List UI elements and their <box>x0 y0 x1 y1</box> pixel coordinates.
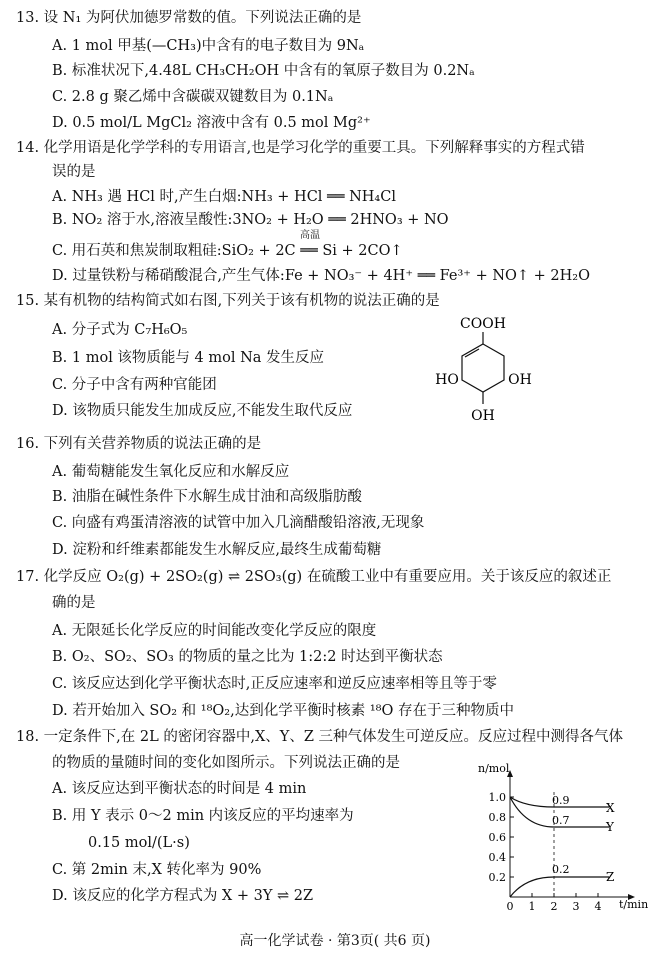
series-z-line <box>510 877 609 897</box>
q14-option-c: C. 用石英和焦炭制取粗硅:SiO₂ + 2C ══ Si + 2CO↑ <box>52 243 403 259</box>
q18-option-b-cont: 0.15 mol/(L·s) <box>88 835 190 851</box>
y-tick-label: 0.8 <box>488 811 506 824</box>
q17-option-c: C. 该反应达到化学平衡状态时,正反应速率和逆反应速率相等且等于零 <box>52 676 497 692</box>
q18-stem: 18. 一定条件下,在 2L 的密闭容器中,X、Y、Z 三种气体发生可逆反应。反应过程中测得各气体 <box>16 729 624 745</box>
graph-ylabel: n/mol <box>478 762 510 775</box>
q14-option-b: B. NO₂ 溶于水,溶液呈酸性:3NO₂ + H₂O ══ 2HNO₃ + NO <box>52 212 449 228</box>
page-footer: 高一化学试卷 · 第3页( 共6 页) <box>239 933 431 949</box>
q13-option-d: D. 0.5 mol/L MgCl₂ 溶液中含有 0.5 mol Mg²⁺ <box>52 115 371 131</box>
q17-option-b: B. O₂、SO₂、SO₃ 的物质的量之比为 1:2:2 时达到平衡状态 <box>52 649 443 665</box>
q15-option-a: A. 分子式为 C₇H₆O₅ <box>52 322 188 338</box>
x-tick-label: 1 <box>528 900 536 913</box>
x-tick-label: 2 <box>550 900 558 913</box>
x-series-label: X <box>606 801 615 815</box>
y-tick-label: 0.6 <box>488 831 506 844</box>
q17-option-d: D. 若开始加入 SO₂ 和 ¹⁸O₂,达到化学平衡时核素 ¹⁸O 存在于三种物质中 <box>52 703 514 719</box>
x-tick-label: 3 <box>572 900 580 913</box>
y-series-label: Y <box>606 820 614 834</box>
q17-stem-cont: 确的是 <box>52 595 96 611</box>
x-value-label: 0.9 <box>552 794 570 807</box>
y-tick-label: 1.0 <box>488 791 506 804</box>
q16-option-b: B. 油脂在碱性条件下水解生成甘油和高级脂肪酸 <box>52 489 362 505</box>
x-tick-label: 4 <box>594 900 602 913</box>
q18-option-a: A. 该反应达到平衡状态的时间是 4 min <box>52 781 307 797</box>
q15-stem: 15. 某有机物的结构简式如右图,下列关于该有机物的说法正确的是 <box>16 293 440 309</box>
q16-option-d: D. 淀粉和纤维素都能发生水解反应,最终生成葡萄糖 <box>52 542 382 558</box>
amount-time-graph <box>470 760 665 920</box>
ho-left-label: HO <box>435 372 459 388</box>
q18-option-c: C. 第 2min 末,X 转化率为 90% <box>52 862 262 878</box>
q15-option-c: C. 分子中含有两种官能团 <box>52 377 217 393</box>
x-tick-label: 0 <box>506 900 514 913</box>
q16-option-c: C. 向盛有鸡蛋清溶液的试管中加入几滴醋酸铅溶液,无现象 <box>52 515 425 531</box>
q18-stem-cont: 的物质的量随时间的变化如图所示。下列说法正确的是 <box>52 755 400 771</box>
q13-option-c: C. 2.8 g 聚乙烯中含碳碳双键数目为 0.1Nₐ <box>52 89 334 105</box>
q13-option-a: A. 1 mol 甲基(—CH₃)中含有的电子数目为 9Nₐ <box>52 38 365 54</box>
structure-diagram <box>425 312 545 424</box>
cooh-label: COOH <box>460 316 506 332</box>
q14-stem-cont: 误的是 <box>52 164 96 180</box>
q14-condition: 高温 <box>300 230 320 241</box>
q14-stem: 14. 化学用语是化学学科的专用语言,也是学习化学的重要工具。下列解释事实的方程式错 <box>16 140 585 156</box>
q14-option-a: A. NH₃ 遇 HCl 时,产生白烟:NH₃ + HCl ══ NH₄Cl <box>52 189 396 205</box>
q16-stem: 16. 下列有关营养物质的说法正确的是 <box>16 436 262 452</box>
ring <box>462 344 504 392</box>
oh-bottom-label: OH <box>471 408 495 424</box>
q15-option-b: B. 1 mol 该物质能与 4 mol Na 发生反应 <box>52 350 325 366</box>
y-value-label: 0.7 <box>552 814 570 827</box>
z-value-label: 0.2 <box>552 863 570 876</box>
q17-option-a: A. 无限延长化学反应的时间能改变化学反应的限度 <box>52 623 377 639</box>
q13-option-b: B. 标准状况下,4.48L CH₃CH₂OH 中含有的氧原子数目为 0.2Nₐ <box>52 63 475 79</box>
q13-stem: 13. 设 N₁ 为阿伏加德罗常数的值。下列说法正确的是 <box>16 10 362 26</box>
z-series-label: Z <box>606 870 615 884</box>
q16-option-a: A. 葡萄糖能发生氧化反应和水解反应 <box>52 464 290 480</box>
oh-right-label: OH <box>508 372 532 388</box>
q18-option-d: D. 该反应的化学方程式为 X + 3Y ⇌ 2Z <box>52 888 314 904</box>
y-tick-label: 0.4 <box>488 851 506 864</box>
q14-option-d: D. 过量铁粉与稀硝酸混合,产生气体:Fe + NO₃⁻ + 4H⁺ ══ Fe³⁺ + NO↑ + 2H₂O <box>52 268 590 284</box>
q17-stem: 17. 化学反应 O₂(g) + 2SO₂(g) ⇌ 2SO₃(g) 在硫酸工业中有重要应用。关于该反应的叙述正 <box>16 569 612 585</box>
q15-option-d: D. 该物质只能发生加成反应,不能发生取代反应 <box>52 403 353 419</box>
q18-option-b: B. 用 Y 表示 0～2 min 内该反应的平均速率为 <box>52 808 354 824</box>
graph-xlabel: t/min <box>619 898 649 911</box>
y-tick-label: 0.2 <box>488 871 506 884</box>
